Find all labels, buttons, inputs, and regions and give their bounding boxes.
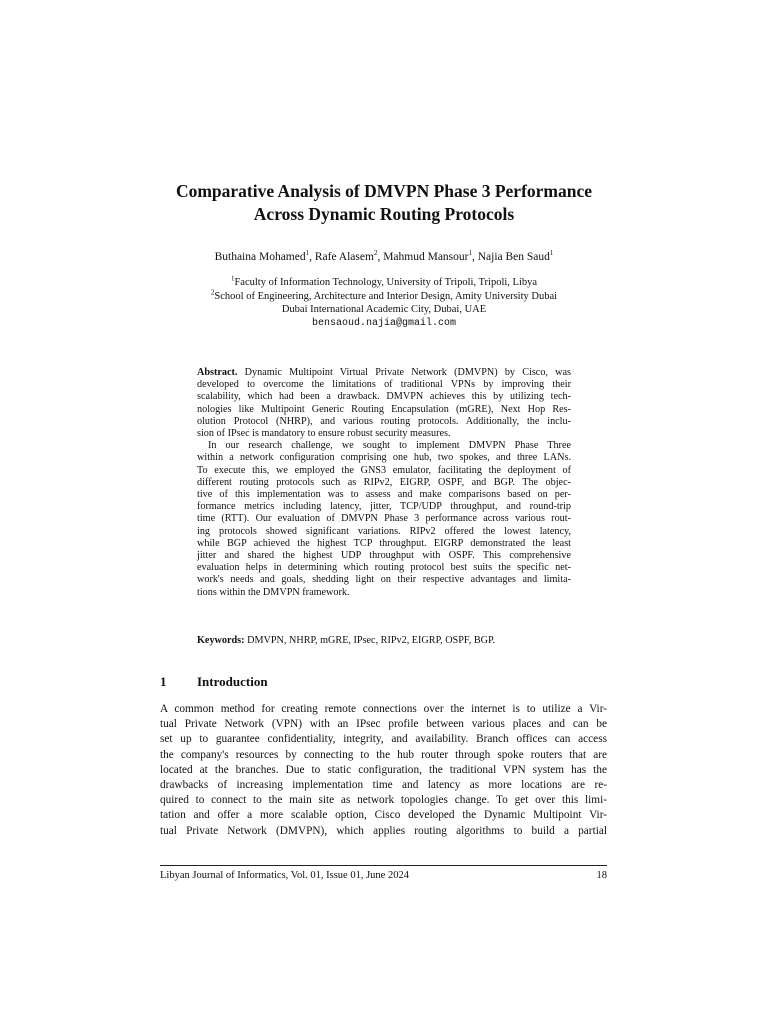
title-line-1: Comparative Analysis of DMVPN Phase 3 Performance <box>175 181 593 201</box>
affiliation-mark: 2 <box>210 288 215 296</box>
abstract-line: evaluation helps in determining which routing protocol best suits the specific net- <box>197 562 571 574</box>
abstract-line: sion of IPsec is mandatory to ensure robust security measures. <box>197 428 451 440</box>
keywords <box>197 635 571 647</box>
author-list: Buthaina Mohamed$^1$, Rafe Alasem$^2$, Mahmud Mansour$^1$, Najia Ben Saud$^1$ <box>214 249 554 263</box>
body-line: set up to guarantee confidentiality, integrity, and availability. Branch offices can access <box>160 733 607 746</box>
body-line: the company's resources by connecting to the hub router through spoke routers that are <box>160 748 607 761</box>
journal-citation: Libyan Journal of Informatics, Vol. 01, Issue 01, June 2024 <box>160 870 409 881</box>
keywords-label: Keywords: <box>197 635 245 646</box>
body-line: drawbacks of increasing implementation time and latency as more locations are re- <box>160 779 607 792</box>
footer-divider <box>160 865 607 866</box>
author-affiliation-mark: 1 <box>549 249 554 258</box>
page-number: 18 <box>596 870 607 881</box>
body-line: quired to connect to the main site as network topologies change. To get over this limi- <box>160 794 607 807</box>
title-line-2: Across Dynamic Routing Protocols <box>253 204 515 224</box>
abstract-first-line-text: Dynamic Multipoint Virtual Private Network (DMVPN) by Cisco, was <box>237 367 571 378</box>
introduction-paragraph <box>160 702 607 839</box>
abstract-label: Abstract. <box>197 367 238 378</box>
affiliation-1 <box>100 276 668 290</box>
body-line: tation and offer a more scalable option, Cisco developed the Dynamic Multipoint Vir- <box>160 809 607 822</box>
author-affiliation-mark: 1 <box>305 249 310 258</box>
affiliation-mark: 1 <box>230 274 235 283</box>
body-line: tual Private Network (DMVPN), which applies routing algorithms to build a partial <box>160 824 607 837</box>
section-title: Introduction <box>197 674 268 689</box>
abstract-line: time (RTT). Our evaluation of DMVPN Phase 3 performance across various rout- <box>197 513 571 525</box>
abstract-line: different routing protocols such as RIPv2, EIGRP, OSPF, and BGP. The objec- <box>197 476 571 488</box>
section-number: 1 <box>160 674 167 689</box>
contact-email[interactable]: bensaoud.najia@gmail.com <box>311 317 457 329</box>
abstract-line: scalability, which had been a drawback. DMVPN achieves this by utilizing tech- <box>197 391 571 403</box>
author-name: Mahmud Mansour <box>383 251 469 263</box>
abstract-line: work's needs and goals, shedding light on their respective advantages and limita- <box>197 574 571 586</box>
affiliation-1-text: Faculty of Information Technology, University of Tripoli, Tripoli, Libya <box>234 277 538 288</box>
abstract-line: within a network configuration comprising one hub, two spokes, and three LANs. <box>197 452 571 464</box>
author-affiliation-mark: 1 <box>468 249 472 258</box>
abstract-line: olution Protocol (NHRP), and various routing protocols. Additionally, the inclu- <box>197 415 571 427</box>
abstract-line: ing protocols showed significant variations. RIPv2 offered the lowest latency, <box>197 525 571 537</box>
author-name: Rafe Alasem <box>314 251 374 263</box>
abstract-line: while BGP achieved the highest TCP throughput. EIGRP demonstrated the least <box>197 537 571 549</box>
author-affiliation-mark: 2 <box>373 249 378 258</box>
keywords-text: DMVPN, NHRP, mGRE, IPsec, RIPv2, EIGRP, OSPF, BGP. <box>244 635 496 646</box>
abstract-line: nologies like Multipoint Generic Routing Encapsulation (mGRE), Next Hop Res- <box>197 403 571 415</box>
abstract-line: formance metrics including latency, jitter, TCP/UDP throughput, and round-trip <box>197 501 571 513</box>
abstract-line: To execute this, we employed the GNS3 emulator, facilitating the deployment of <box>197 464 571 476</box>
abstract <box>197 367 571 599</box>
abstract-line: developed to overcome the limitations of traditional VPNs by improving their <box>197 379 571 391</box>
affiliation-2 <box>100 290 668 304</box>
abstract-line <box>197 367 571 379</box>
affiliation-2-continued: Dubai International Academic City, Dubai, UAE <box>281 304 487 315</box>
author-name: Najia Ben Saud <box>477 251 550 263</box>
section-heading <box>160 673 268 690</box>
abstract-line: tions within the DMVPN framework. <box>197 586 350 598</box>
affiliations <box>100 276 668 330</box>
body-line: A common method for creating remote connections over the internet is to utilize a Vir- <box>160 703 607 715</box>
abstract-line: In our research challenge, we sought to implement DMVPN Phase Three <box>208 440 571 452</box>
affiliation-2-text: School of Engineering, Architecture and Interior Design, Amity University Dubai <box>214 290 558 302</box>
body-line: located at the branches. Due to static configuration, the traditional VPN system has the <box>160 763 607 776</box>
author-name: Buthaina Mohamed <box>214 251 306 263</box>
abstract-line: jitter and shared the highest UDP throughput with OSPF. This comprehensive <box>197 550 571 562</box>
abstract-line: tive of this implementation was to assess and make comparisons based on per- <box>197 489 571 501</box>
body-line: tual Private Network (VPN) with an IPsec profile between various places and can be <box>160 718 607 731</box>
paper-title <box>100 180 668 226</box>
